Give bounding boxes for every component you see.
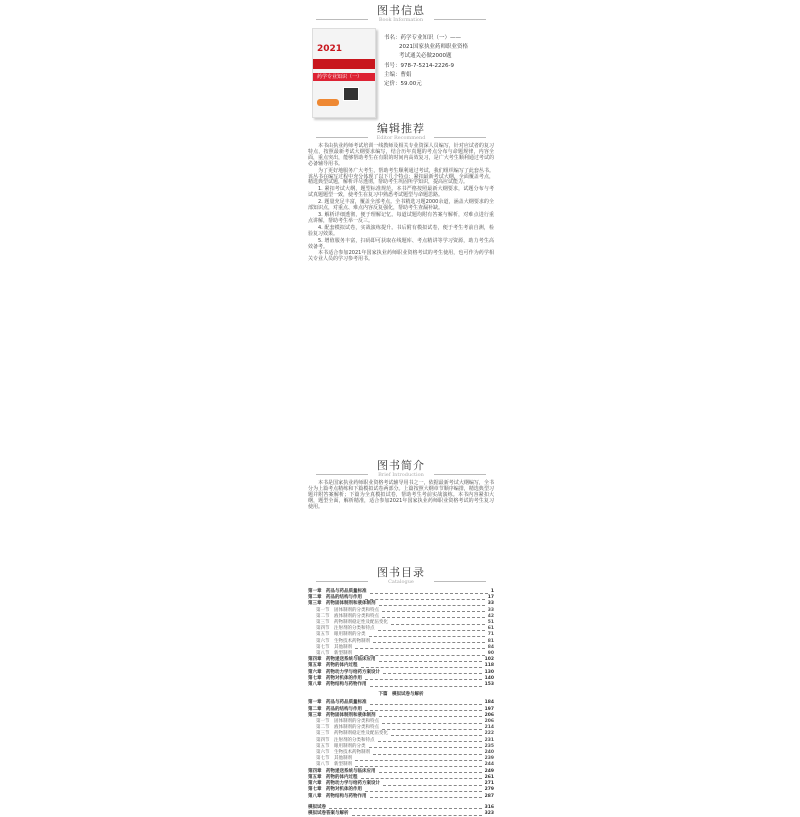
toc-leader [378,628,485,631]
toc-page: 222 [484,731,494,737]
section-title: 图书目录 [377,566,425,579]
section-subtitle: Brief Introduction [378,472,424,478]
toc-page: 206 [484,719,494,725]
toc-page: 84 [487,644,494,650]
toc-page: 231 [484,737,494,743]
toc-entry [308,682,494,688]
paragraph: 本书是国家执业药师职业资格考试辅导用书之一，依据最新考试大纲编写，全书分为上篇考点精练和下篇模拟试卷两部分。上篇按照大纲章节顺序编排，精选典型习题并附答案解析；下篇为全真模拟试卷，帮助考生考前实战演练。本书内容紧扣大纲，题型全面，解析精准，适合参加2021年国家执业药师职业资格考试的考生复习使用。 [308,480,494,510]
toc-label: 第五章 药物的体内过程 [308,663,358,669]
field-value: 2021国家执业药师职业资格 [399,44,468,51]
toc-leader [382,721,482,724]
toc-leader [379,714,482,717]
toc-label: 第三章 药物固体制剂和液体制剂 [308,601,376,607]
toc-label: 第四节 注射剂的分类和特点 [316,737,375,743]
field-value: 药学专业知识（一）—— [400,35,462,41]
toc-leader [369,634,485,637]
toc-page: 206 [484,712,494,718]
toc-page: 90 [487,651,494,657]
paragraph: 2. 题量充足丰富，覆盖全部考点。全书精选习题2000余道，涵盖大纲要求的全部知识点，对重点、难点内容反复强化，帮助考生查漏补缺。 [308,199,494,212]
book-field-row [384,52,468,61]
toc-page: 197 [484,706,494,712]
badge-icon [317,99,339,106]
editor-recommend-section [308,122,494,264]
toc-page: 184 [484,700,494,706]
toc-label: 第四章 药物递送系统与临床应用 [308,657,376,663]
toc-page: 71 [487,632,494,638]
toc-label: 第二节 液体制剂的分类和特点 [316,725,379,731]
toc-leader [355,646,485,649]
paragraph: 为了更好地服务广大考生，帮助考生顺利通过考试，我们组织编写了此套丛书。该丛书在编写过程中充分体现了以下几个特点：紧扣最新考试大纲，全面覆盖考点，精选典型试题，解析详尽透彻，帮助考生巩固所学知识，提高应试能力。 [308,167,494,186]
toc-label: 第八节 新型制剂 [316,762,352,768]
toc-label: 第四节 注射剂的分类和特点 [316,626,375,632]
section-title: 图书信息 [377,4,425,17]
toc-leader [365,789,482,792]
toc-leader [378,739,482,742]
toc-leader [379,770,482,773]
toc-label: 第二节 液体制剂的分类和特点 [316,613,379,619]
toc-page: 316 [484,804,494,810]
paragraph: 3. 解析详细透彻，便于理解记忆。每道试题均附有答案与解析，对难点进行重点讲解，帮助考生举一反三。 [308,211,494,224]
toc-leader [391,622,485,625]
field-value: 978-7-5214-2226-9 [400,62,454,69]
toc-label: 第一章 药品与药品质量标准 [308,589,367,594]
catalog-section [308,566,494,817]
field-label: 定价： [384,81,401,88]
toc-label: 第六章 药物动力学与给药方案设计 [308,669,380,675]
toc-leader [370,591,488,594]
toc-leader [369,745,482,748]
section-header [308,122,494,141]
toc-label: 模拟试卷 [308,804,326,810]
field-value: 考试通关必做2000题 [399,53,452,60]
toc-leader [379,659,482,662]
toc-label: 第一节 固体制剂的分类和特点 [316,607,379,613]
toc-page: 61 [487,626,494,632]
qr-code-icon [343,87,359,101]
toc-label: 第七章 药物对机体的作用 [308,787,362,793]
toc-label: 第一章 药品与药品质量标准 [308,700,367,706]
cover-year: 2021 [317,44,343,54]
toc-label: 第八章 药物结构与药物作用 [308,793,367,799]
toc-leader [373,640,485,643]
field-value: 曹娟 [400,71,412,78]
toc-label: 第六节 生物技术药物制剂 [316,638,370,644]
toc-label: 第七章 药物对机体的作用 [308,675,362,681]
toc-page: 130 [484,669,494,675]
field-value: 59.00元 [400,81,422,88]
paragraph: 4. 配套模拟试卷，实战演练提升。书后附有模拟试卷，便于考生考前自测，检验复习效果。 [308,224,494,237]
toc-leader [355,758,482,761]
section-header [308,566,494,585]
toc-leader [382,615,485,618]
toc-label: 第三节 药物制剂稳定性及配伍变化 [316,620,388,626]
toc-leader [365,677,482,680]
book-field-row [384,62,468,71]
toc-label: 第二章 药品的结构与作用 [308,595,362,601]
toc-leader [355,764,482,767]
book-fields [384,34,468,89]
toc-page: 323 [484,810,494,816]
toc-page: 279 [484,787,494,793]
toc-leader [370,684,482,687]
toc-page: 287 [484,793,494,799]
toc-leader [361,776,482,779]
toc-leader [373,752,482,755]
book-info-section [308,4,494,88]
paragraph: 本书适合参加2021年国家执业药师职业资格考试的考生使用，也可作为药学相关专业人员的学习参考用书。 [308,250,494,263]
section-title: 编辑推荐 [377,122,425,135]
toc-label: 第六章 药物动力学与给药方案设计 [308,781,380,787]
toc-label: 第二章 药品的结构与作用 [308,706,362,712]
toc-page: 240 [484,750,494,756]
paragraph: 1. 紧扣考试大纲，题型标准规范。本书严格按照最新大纲要求，试题分布与考试真题题型一致，使考生在复习中熟悉考试题型与命题思路。 [308,186,494,199]
toc-label: 第四章 药物递送系统与临床应用 [308,768,376,774]
book-field-row [384,71,468,80]
field-label: 主编： [384,71,401,78]
toc-label: 第七节 其他制剂 [316,756,352,762]
toc-leader [391,733,482,736]
toc-label: 第一节 固体制剂的分类和特点 [316,719,379,725]
toc-page: 17 [487,595,494,601]
toc-label: 第五节 眼用制剂的分类 [316,743,366,749]
toc-label: 第八节 新型制剂 [316,651,352,657]
toc-leader [352,813,482,816]
section-title: 图书简介 [377,459,425,472]
toc-leader [329,806,482,809]
toc-label: 第三节 药物制剂稳定性及配伍变化 [316,731,388,737]
book-cover-image [312,28,376,118]
toc-label: 第六节 生物技术药物制剂 [316,750,370,756]
toc-page: 271 [484,781,494,787]
section-subtitle: Catalogue [388,579,414,585]
toc-page: 239 [484,756,494,762]
toc-leader [370,795,482,798]
toc-page: 140 [484,675,494,681]
toc-leader [355,653,485,656]
toc-page: 118 [484,663,494,669]
toc-leader [383,671,482,674]
toc-label: 第五节 眼用制剂的分类 [316,632,366,638]
toc-label: 第五章 药物的体内过程 [308,774,358,780]
toc-leader [379,603,485,606]
toc-page: 153 [484,682,494,688]
toc-leader [365,597,485,600]
toc-page: 33 [487,601,494,607]
field-label: 书名： [384,35,401,41]
book-field-row [384,43,468,52]
paragraph: 本书由执业药师考试培训一线教师及相关专业资深人员编写，针对应试者的复习特点，按照最新考试大纲要求编写，结合历年真题的考点分布与命题规律，内容全面，重点突出，能够帮助考生在有限的时间内高效复习，是广大考生顺利通过考试的必备辅导用书。 [308,143,494,167]
toc-page: 244 [484,762,494,768]
book-field-row [384,80,468,89]
toc-page: 33 [487,607,494,613]
toc-page: 214 [484,725,494,731]
toc-part-title: 下篇 模拟试卷与解析 [378,692,424,698]
table-of-contents [308,589,494,817]
toc-label: 第八章 药物结构与药物作用 [308,682,367,688]
toc-page: 235 [484,743,494,749]
section-header [308,4,494,23]
brief-intro-section [308,459,494,512]
toc-page: 42 [487,613,494,619]
toc-leader [365,708,482,711]
cover-subject: 药学专业知识（一） [317,74,363,80]
toc-page: 81 [487,638,494,644]
toc-label: 模拟试卷答案与解析 [308,810,349,816]
toc-page: 51 [487,620,494,626]
toc-leader [383,783,482,786]
toc-leader [382,609,485,612]
field-label: 书号： [384,62,401,69]
toc-leader [370,702,482,705]
paragraph: 5. 增值服务丰富，扫码即可获取在线题库、考点精讲等学习资源，助力考生高效备考。 [308,237,494,250]
section-subtitle: Book Information [378,17,424,23]
toc-page: 1 [490,589,494,594]
toc-leader [361,665,482,668]
toc-label: 第七节 其他制剂 [316,644,352,650]
toc-leader [382,727,482,730]
section-header [308,459,494,478]
toc-label: 第三章 药物固体制剂和液体制剂 [308,712,376,718]
toc-page: 249 [484,768,494,774]
book-field-row [384,34,468,43]
toc-page: 261 [484,774,494,780]
toc-page: 102 [484,657,494,663]
toc-entry [308,811,494,817]
section-subtitle: Editor Recommend [376,135,426,141]
